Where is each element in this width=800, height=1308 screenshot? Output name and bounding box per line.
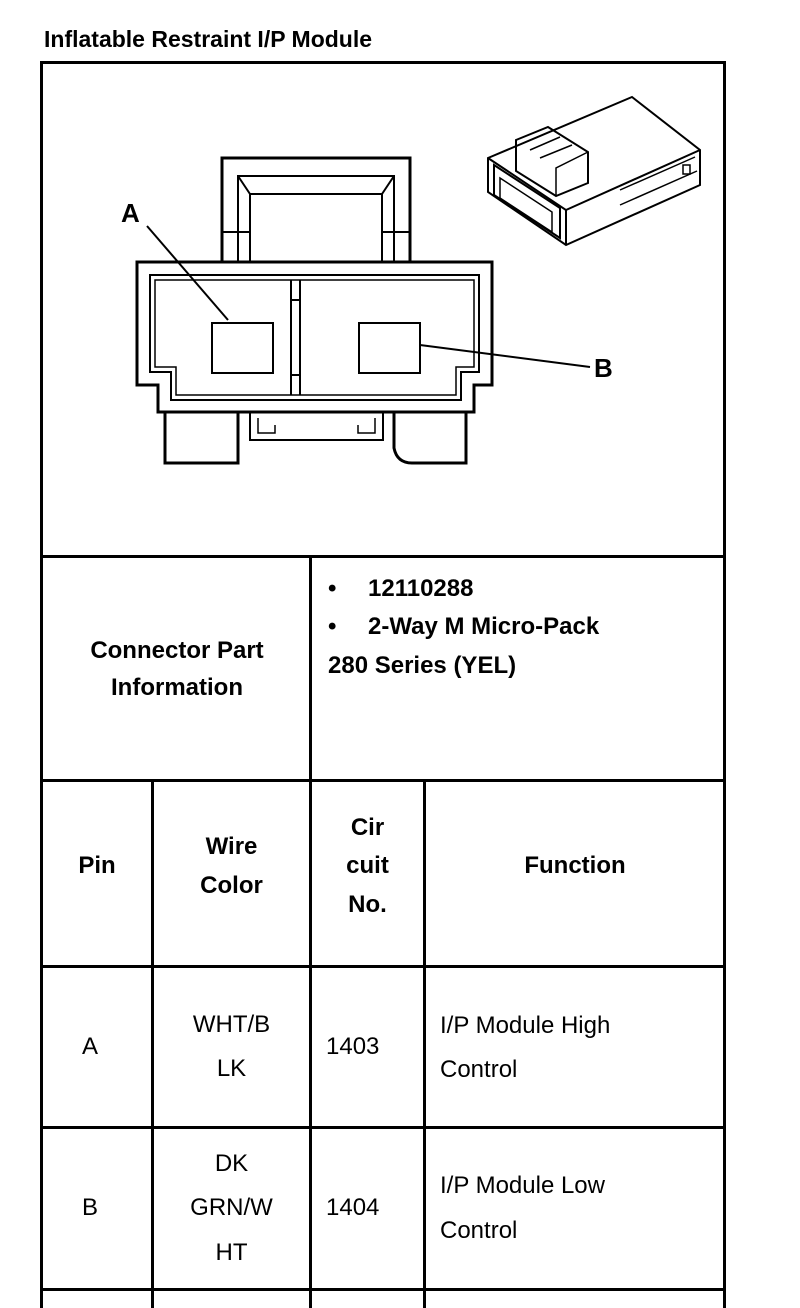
connector-part-details	[314, 570, 724, 770]
row-a-circuit	[312, 968, 423, 1126]
row-b-circuit	[312, 1129, 423, 1288]
wire-color-line: GRN/W	[190, 1194, 273, 1222]
leader-a	[147, 226, 228, 320]
header-wire-text-2: Color	[200, 871, 263, 899]
connector-part-info-label	[43, 558, 311, 780]
connector-label-line-2: Information	[111, 674, 243, 701]
pin-label-a: A	[121, 198, 140, 228]
connector-label-line-1: Connector Part	[90, 636, 264, 664]
header-circuit-text-1: Cir	[350, 813, 385, 841]
part-number-row	[328, 570, 724, 608]
cavity-a	[212, 323, 273, 373]
pin-value: A	[81, 1032, 98, 1060]
row-a-pin	[43, 968, 137, 1126]
function-line: Control	[440, 1056, 518, 1084]
wire-color-line: DK	[214, 1149, 249, 1177]
header-circuit-text-2: cuit	[346, 852, 389, 880]
header-circuit-no	[312, 782, 423, 965]
wire-color-line: WHT/B	[192, 1010, 271, 1038]
leader-b	[420, 345, 590, 367]
row-a-wire-color	[154, 968, 309, 1126]
connector-diagram	[0, 0, 800, 560]
header-function-text: Function	[524, 852, 626, 880]
wire-color-line: HT	[215, 1238, 248, 1266]
cavity-b	[359, 323, 420, 373]
part-description-2: 280 Series (YEL)	[328, 651, 517, 679]
header-wire-color	[154, 782, 309, 965]
pin-value: B	[81, 1194, 98, 1222]
part-number: 12110288	[368, 575, 474, 602]
connector-iso-view	[488, 97, 700, 245]
function-line: I/P Module High	[440, 1012, 611, 1039]
function-line: Control	[440, 1216, 518, 1244]
row-b-wire-color	[154, 1129, 309, 1288]
row-b-function	[426, 1129, 724, 1288]
header-pin	[43, 782, 151, 965]
header-circuit-text-3: No.	[348, 890, 387, 918]
header-pin-text: Pin	[78, 852, 116, 880]
row-a-function	[426, 968, 724, 1126]
divider-row-b-bottom	[40, 1288, 726, 1291]
circuit-number: 1404	[326, 1194, 380, 1222]
bullet: •	[328, 575, 337, 602]
part-description-1: 2-Way M Micro-Pack	[368, 613, 600, 641]
header-function	[426, 782, 724, 965]
page-title: Inflatable Restraint I/P Module	[44, 26, 373, 52]
pin-label-b: B	[594, 353, 613, 383]
circuit-number: 1403	[326, 1032, 380, 1060]
wire-color-line: LK	[216, 1055, 247, 1082]
bullet: •	[328, 613, 337, 641]
description-row	[328, 608, 724, 646]
header-wire-text-1: Wire	[205, 833, 258, 861]
row-b-pin	[43, 1129, 137, 1288]
function-line: I/P Module Low	[440, 1172, 605, 1200]
connector-housing	[137, 262, 492, 412]
